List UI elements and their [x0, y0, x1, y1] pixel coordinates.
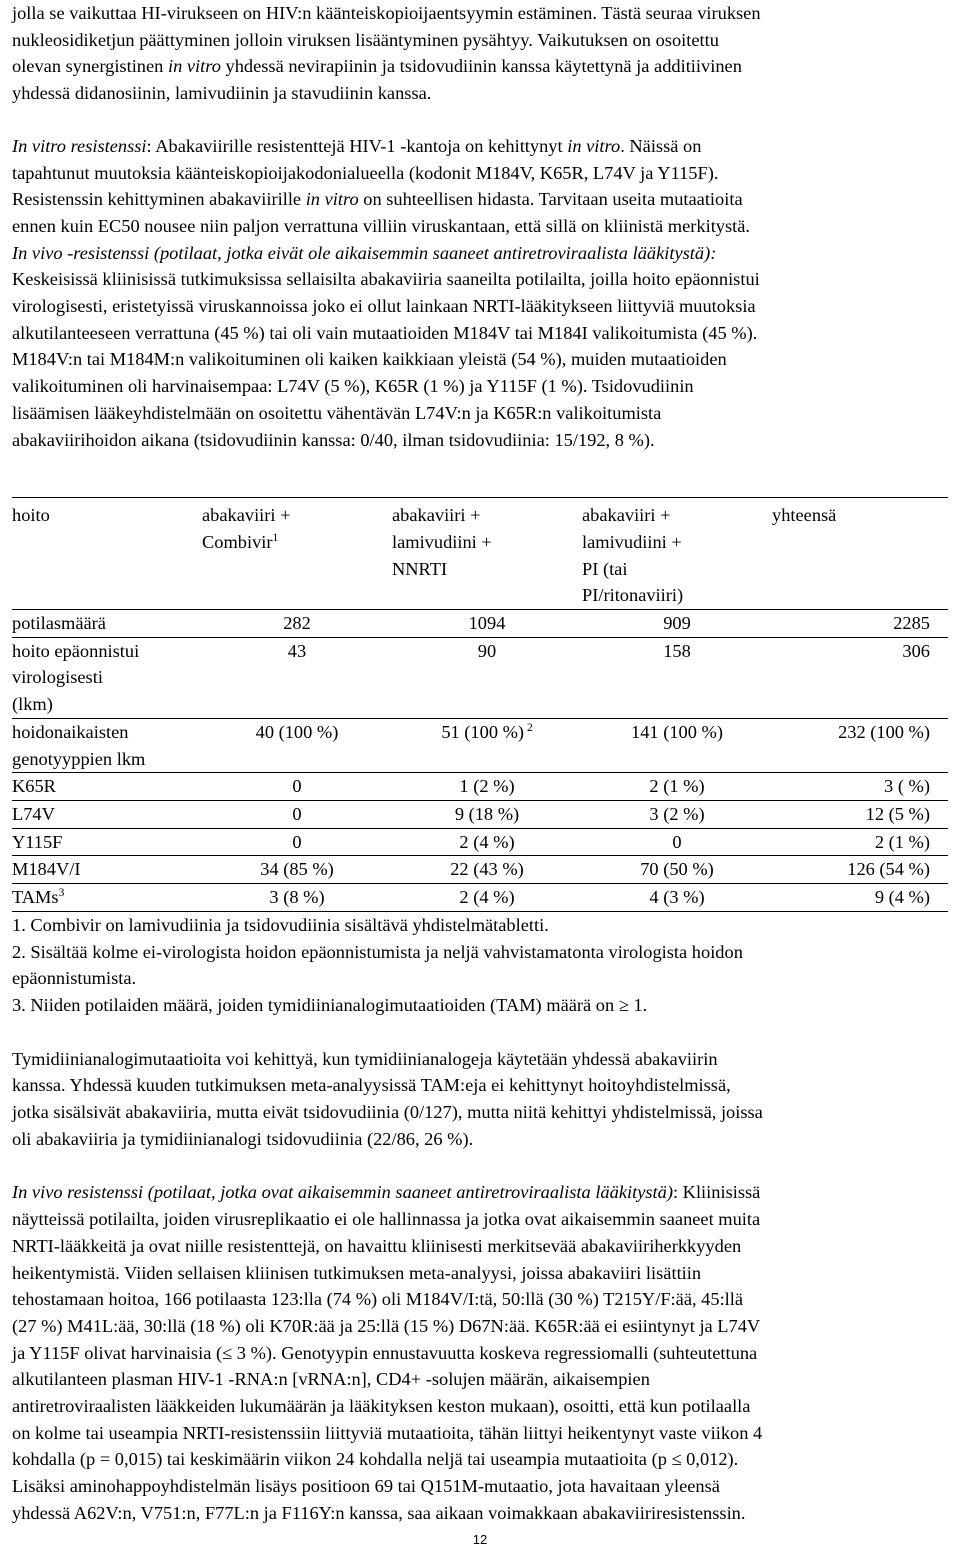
experienced-body: [12, 1206, 948, 1526]
table-cell: 51 (100 %) $^2$: [441, 721, 533, 742]
intro-paragraph: [12, 0, 948, 107]
text-line: jotka sisälsivät abakaviiria, mutta eivät tsidovudiinia (0/127), mutta niitä kehittyi yhdistelmissä, joissa: [12, 1102, 763, 1123]
text-line: Keskeisissä kliinisissä tutkimuksissa sellaisilta abakaviiria saaneilta potilailta, joilla hoito epäonnistui: [12, 269, 760, 290]
section-heading: In vivo resistenssi (potilaat, jotka ovat aikaisemmin saaneet antiretroviraalista lääkitystä): [12, 1182, 673, 1203]
text-line: valikoituminen oli harvinaisempaa: L74V (5 %), K65R (1 %) ja Y115F (1 %). Tsidovudiinin: [12, 376, 694, 397]
table-cell: 43: [287, 640, 307, 661]
footnote: 1. Combivir on lamivudiinia ja tsidovudiinia sisältävä yhdistelmätabletti.: [12, 914, 549, 935]
table-cell: 1 (2 %): [459, 776, 515, 797]
text-line: Resistenssin kehittyminen abakaviirille in vitro on suhteellisen hidasta. Tarvitaan useita mutaatioita: [12, 189, 743, 210]
table-header-cell: abakaviiri + lamivudiini + NNRTI: [392, 505, 492, 579]
footnote: 2. Sisältää kolme ei-virologista hoidon epäonnistumista ja neljä vahvistamatonta virologista hoidon: [12, 941, 743, 962]
table-header-cell: abakaviiri + Combivir$^1$: [202, 505, 291, 552]
table-cell: 34 (85 %): [260, 859, 334, 880]
table-cell: 9 (18 %): [454, 803, 520, 824]
footnote: epäonnistumista.: [12, 968, 137, 989]
footnote: 3. Niiden potilaiden määrä, joiden tymidiinianalogimutaatioiden (TAM) määrä on ≥ 1.: [12, 994, 648, 1015]
table-row: [12, 884, 948, 912]
row-label: TAMs$^3$: [12, 886, 65, 908]
table-row: [12, 719, 948, 773]
table-cell: 4 (3 %): [649, 887, 705, 908]
section-heading: In vivo -resistenssi (potilaat, jotka eivät ole aikaisemmin saaneet antiretroviraalista lääkitystä):: [12, 242, 717, 263]
table-row: [12, 829, 948, 857]
tam-paragraph: [12, 1046, 948, 1153]
row-label: hoidonaikaisten genotyyppien lkm: [12, 721, 146, 769]
text-line: M184V:n tai M184M:n valikoituminen oli kaiken kaikkiaan yleistä (54 %), muiden mutaatioiden: [12, 349, 727, 370]
row-label: M184V/I: [12, 859, 81, 880]
table-row: [12, 773, 948, 801]
table-row: [12, 638, 948, 719]
section-heading: In vitro resistenssi: [12, 135, 147, 156]
table-cell: 1094: [468, 613, 506, 634]
table-body: [12, 610, 948, 912]
table-cell: 282: [283, 613, 311, 634]
table-cell: 3 (8 %): [269, 887, 325, 908]
text-line: ennen kuin EC50 nousee niin paljon verrattuna villiin viruskantaan, että sillä on kliinistä merkitystä.: [12, 215, 751, 236]
table-header-cell: yhteensä: [772, 505, 837, 526]
table-header-cell: abakaviiri + lamivudiini + PI (tai PI/ritonaviiri): [582, 505, 684, 606]
text-line: (27 %) M41L:ää, 30:llä (18 %) oli K70R:ää ja 25:llä (15 %) D67N:ää. K65R:ää ei esiintynyt ja L74V: [12, 1315, 761, 1336]
text-line: yhdessä A62V:n, V751:n, F77L:n ja F116Y:n kanssa, saa aikaan voimakkaan abakaviiriresistenssin.: [12, 1502, 746, 1523]
text-line: abakaviirihoidon aikana (tsidovudiinin kanssa: 0/40, ilman tsidovudiinia: 15/192, 8 %).: [12, 429, 655, 450]
text-line: ja Y115F olivat harvinaisia (≤ 3 %). Genotyypin ennustavuutta koskeva regressiomalli (suhteutettuna: [12, 1342, 758, 1363]
table-cell: 141 (100 %): [631, 721, 723, 742]
table-cell: 0: [292, 803, 302, 824]
table-cell: 0: [292, 831, 302, 852]
table-row: [12, 856, 948, 884]
in-vivo-naive-section: [12, 240, 948, 454]
table-header-cell: hoito: [12, 505, 50, 526]
text-line: olevan synergistinen in vitro yhdessä nevirapiinin ja tsidovudiinin kanssa käytettynä ja additiivinen: [12, 56, 742, 77]
text-line: NRTI-lääkkeitä ja ovat niille resistenttejä, on havaittu kliinisesti merkitsevää abakaviiriherkkyyden: [12, 1235, 742, 1256]
table-cell: 306: [902, 640, 930, 661]
table-cell: 0: [292, 776, 302, 797]
text-line: alkutilanteeseen verrattuna (45 %) tai oli vain mutaatioiden M184V tai M184I valikoitumista (45 %).: [12, 322, 758, 343]
text-line: kanssa. Yhdessä kuuden tutkimuksen meta-analyysissä TAM:eja ei kehittynyt hoitoyhdistelmissä,: [12, 1075, 731, 1096]
in-vitro-resistance-section: [12, 133, 948, 240]
text-line: alkutilanteen plasman HIV-1 -RNA:n [vRNA:n], CD4+ -solujen määrän, aikaisempien: [12, 1369, 650, 1390]
row-label: hoito epäonnistui virologisesti (lkm): [12, 640, 140, 715]
text-line: antiretroviraalisten lääkkeiden lukumäärän ja lääkityksen keston mukaan), osoitti, että kun potilaalla: [12, 1396, 751, 1417]
naive-body: [12, 266, 948, 453]
table-cell: 2 (4 %): [459, 831, 515, 852]
table-footnotes: [12, 912, 948, 1019]
table-cell: 3 (2 %): [649, 803, 705, 824]
text-line: virologisesti, eristetyissä viruskannoissa joko ei ollut lainkaan NRTI-lääkitykseen liittyviä muutoksia: [12, 296, 756, 317]
row-label: Y115F: [12, 831, 63, 852]
page-number: 12: [472, 1532, 488, 1547]
text-line: on kolme tai useampia NRTI-resistenssiin liittyviä mutaatioita, tähän liittyi heikentynyt vaste viikon 4: [12, 1422, 763, 1443]
table-cell: 3 ( %): [884, 776, 930, 797]
resistance-table: [12, 497, 948, 912]
text-line: Lisäksi aminohappoyhdistelmän lisäys positioon 69 tai Q151M-mutaatio, jota havaitaan yleensä: [12, 1476, 720, 1497]
table-row: [12, 610, 948, 638]
text-line: tehostamaan hoitoa, 166 potilaasta 123:lla (74 %) oli M184V/I:tä, 50:llä (30 %) T215Y/F:ää, 45:llä: [12, 1289, 744, 1310]
text-line: yhdessä didanosiinin, lamivudiinin ja stavudiinin kanssa.: [12, 83, 432, 104]
text-line: oli abakaviiria ja tymidiinianalogi tsidovudiinia (22/86, 26 %).: [12, 1128, 474, 1149]
text-line: In vivo resistenssi (potilaat, jotka ovat aikaisemmin saaneet antiretroviraalista lääkitystä): Kliinisissä: [12, 1182, 761, 1203]
table-cell: 232 (100 %): [838, 721, 930, 742]
table-cell: 126 (54 %): [847, 859, 930, 880]
table-header-row: [12, 497, 948, 610]
text-line: lisäämisen lääkeyhdistelmään on osoitettu vähentävän L74V:n ja K65R:n valikoitumista: [12, 402, 662, 423]
row-label: L74V: [12, 803, 55, 824]
in-vivo-experienced-section: [12, 1179, 948, 1526]
table-cell: 158: [663, 640, 691, 661]
table-cell: 909: [663, 613, 691, 634]
text-line: In vitro resistenssi: Abakaviirille resistenttejä HIV-1 -kantoja on kehittynyt in vitro. Näissä on: [12, 135, 702, 156]
text-line: heikentymistä. Viiden sellaisen kliinisen tutkimuksen meta-analyysi, joissa abakaviiri lisättiin: [12, 1262, 702, 1283]
table-cell: 9 (4 %): [874, 887, 930, 908]
text-line: jolla se vaikuttaa HI-virukseen on HIV:n käänteiskopioijaentsyymin estäminen. Tästä seuraa viruksen: [12, 3, 761, 23]
table-cell: 70 (50 %): [640, 859, 714, 880]
row-label: K65R: [12, 776, 56, 797]
table-cell: 0: [672, 831, 682, 852]
table-cell: 2 (1 %): [649, 776, 705, 797]
row-label: potilasmäärä: [12, 613, 106, 634]
document-page: [12, 0, 948, 1527]
text-line: tapahtunut muutoksia käänteiskopioijakodonialueella (kodonit M184V, K65R, L74V ja Y115F).: [12, 162, 719, 183]
text-line: näytteissä potilailta, joiden virusreplikaatio ei ole hallinnassa ja jotka ovat aikaisemmin saaneet muita: [12, 1209, 761, 1230]
table-cell: 22 (43 %): [450, 859, 524, 880]
table-cell: 2 (4 %): [459, 887, 515, 908]
table-cell: 12 (5 %): [865, 803, 930, 824]
table-row: [12, 801, 948, 829]
table-cell: 90: [477, 640, 497, 661]
table-cell: 2 (1 %): [874, 831, 930, 852]
table-cell: 2285: [893, 613, 930, 634]
table-cell: 40 (100 %): [255, 721, 339, 742]
text-line: kohdalla (p = 0,015) tai keskimäärin viikon 24 kohdalla neljä tai useampia mutaatioita (p ≤ 0,012).: [12, 1449, 739, 1470]
text-line: Tymidiinianalogimutaatioita voi kehittyä, kun tymidiinianalogeja käytetään yhdessä abakaviirin: [12, 1048, 718, 1069]
text-line: nukleosidiketjun päättyminen jolloin viruksen lisääntyminen pysähtyy. Vaikutuksen on osoitettu: [12, 29, 719, 50]
